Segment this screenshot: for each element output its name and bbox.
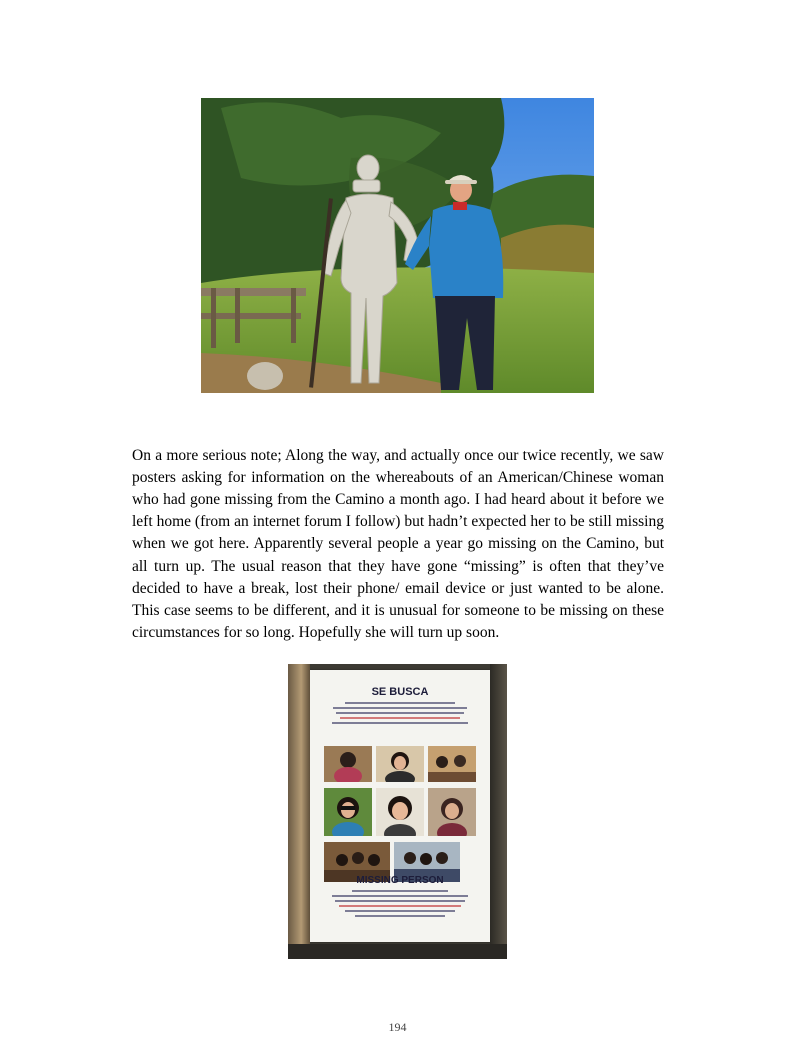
poster-sheet [310, 670, 490, 942]
poster-photo [376, 746, 424, 782]
poster-text-lines-top [330, 702, 470, 727]
poster-heading-english: MISSING PERSON [356, 875, 444, 886]
window-frame-right [490, 664, 507, 959]
poster-photo [428, 788, 476, 836]
poster-photo [324, 746, 372, 782]
window-frame-bottom [288, 944, 507, 959]
photo-missing-person-poster [288, 664, 507, 959]
window-reflection [288, 664, 310, 959]
poster-text-lines-bottom [330, 890, 470, 920]
poster-photo [376, 788, 424, 836]
body-paragraph: On a more serious note; Along the way, and actually once our twice recently, we saw posters asking for information on the whereabouts of an American/Chinese woman who had gone missing from the Camino a month ago. I had heard about it before we left home (from an internet forum I follow) but hadn’t expected her to be still missing when we got here. Apparently several people a year go missing on the Camino, but all turn up. The usual reason that they have gone “missing” is often that they’ve decided to have a break, lost their phone/ email device or just wanted to be alone. This case seems to be different, and it is unusual for someone to be missing on these circumstances for so long. Hopefully she will turn up soon. [132, 446, 664, 642]
photo-statue-and-hiker [201, 98, 594, 393]
poster-photo [428, 746, 476, 782]
page-number: 194 [388, 1020, 407, 1034]
photo-statue-and-hiker-illustration [201, 98, 594, 393]
poster-photo [324, 788, 372, 836]
poster-heading-spanish: SE BUSCA [371, 686, 429, 698]
